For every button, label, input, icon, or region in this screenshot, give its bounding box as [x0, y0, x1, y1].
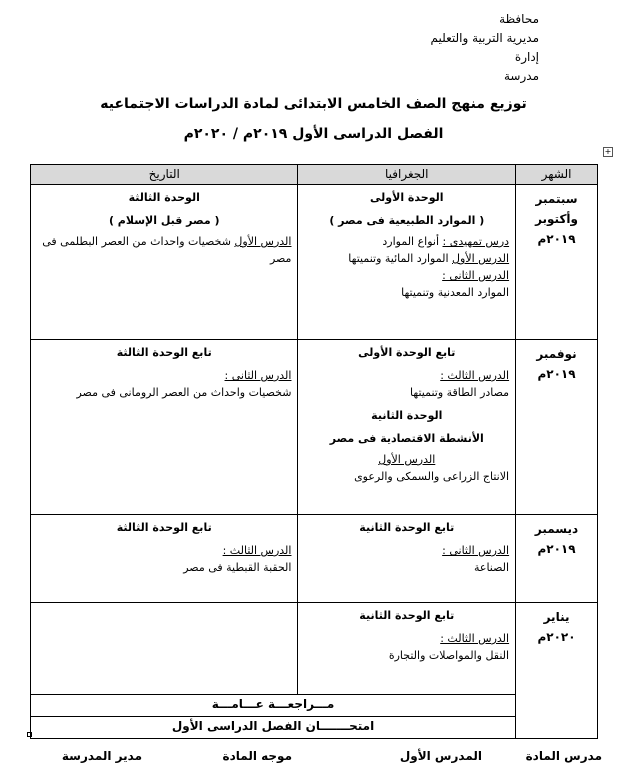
table-row: [31, 185, 598, 340]
document-header: [431, 10, 540, 86]
unit-title: تابع الوحدة الثانية: [359, 521, 455, 534]
history-cell: [31, 515, 298, 603]
administration-label: إدارة: [514, 50, 539, 64]
table-move-handle-icon[interactable]: +: [604, 147, 612, 156]
lesson-text: الحقبة القبطية فى مصر: [183, 561, 292, 574]
lesson-label: الدرس الأول: [452, 252, 510, 265]
month-name: وأكتوبر: [535, 212, 579, 226]
table-resize-handle[interactable]: [27, 732, 32, 737]
lesson-text: شخصيات واحداث من العصر الرومانى فى مصر: [76, 386, 292, 399]
governorate-label: محافظة: [499, 12, 539, 26]
lesson-label: الدرس الثانى :: [442, 269, 510, 282]
lesson-text: الصناعة: [473, 561, 510, 574]
general-review: مـــراجعـــة عـــامـــة: [31, 695, 516, 717]
month-cell: [516, 515, 598, 603]
month-year: ٢٠١٩م: [537, 367, 576, 381]
unit-title: تابع الوحدة الثالثة: [116, 521, 212, 534]
lesson-label: الدرس الثالث :: [440, 632, 510, 645]
month-name: سبتمبر: [535, 192, 578, 206]
unit-title: الوحدة الثانية: [371, 409, 443, 422]
table-header-row: [31, 165, 598, 185]
directorate-label: مديرية التربية والتعليم: [430, 31, 539, 45]
lesson-text: مصادر الطاقة وتنميتها: [410, 386, 510, 399]
exam-row: [31, 717, 598, 739]
document-title: توزيع منهج الصف الخامس الابتدائى لمادة الدراسات الاجتماعيه: [100, 96, 527, 112]
unit-subtitle: ( مصر قبل الإسلام ): [108, 214, 220, 227]
lesson-text: شخصيات واحداث من العصر البطلمى فى مصر: [42, 235, 292, 265]
month-name: ديسمبر: [534, 522, 579, 536]
unit-title: تابع الوحدة الثانية: [359, 609, 455, 622]
header-history: التاريخ: [31, 165, 298, 185]
geography-cell: [298, 603, 516, 695]
term-exam: امتحـــــــان الفصل الدراسى الأول: [31, 717, 516, 739]
history-cell: [31, 185, 298, 340]
signature-senior-teacher: المدرس الأول: [399, 749, 482, 763]
unit-title: الوحدة الأولى: [370, 191, 444, 204]
unit-subtitle: ( الموارد الطبيعية فى مصر ): [329, 214, 485, 227]
table-row: [31, 515, 598, 603]
month-cell: [516, 340, 598, 515]
document-subtitle: الفصل الدراسى الأول ٢٠١٩م / ٢٠٢٠م: [183, 126, 444, 142]
signature-principal: مدير المدرسة: [61, 749, 142, 763]
history-cell: [31, 340, 298, 515]
lesson-label: الدرس الأول: [378, 453, 436, 466]
unit-title: تابع الوحدة الأولى: [358, 346, 456, 359]
lesson-text: الانتاج الزراعى والسمكى والرعوى: [354, 470, 510, 483]
geography-cell: [298, 515, 516, 603]
header-geography: الجغرافيا: [298, 165, 516, 185]
month-name: نوفمبر: [536, 347, 577, 361]
lesson-label: الدرس الثالث :: [440, 369, 510, 382]
header-month: الشهر: [516, 165, 598, 185]
curriculum-table: [30, 164, 598, 739]
table-row: [31, 603, 598, 695]
lesson-label: الدرس الأول: [234, 235, 292, 248]
signature-subject-supervisor: موجه المادة: [222, 749, 292, 763]
unit-subtitle: الأنشطة الاقتصادية فى مصر: [329, 432, 484, 445]
table-row: [31, 340, 598, 515]
lesson-label: درس تمهيدى :: [442, 235, 510, 248]
geography-cell: [298, 185, 516, 340]
month-year: ٢٠٢٠م: [537, 630, 576, 644]
month-year: ٢٠١٩م: [537, 232, 576, 246]
school-label: مدرسة: [503, 69, 539, 83]
lesson-label: الدرس الثانى :: [224, 369, 292, 382]
month-cell: [516, 185, 598, 340]
unit-title: الوحدة الثالثة: [128, 191, 200, 204]
month-year: ٢٠١٩م: [537, 542, 576, 556]
month-name: يناير: [543, 610, 570, 624]
lesson-text: الموارد المائية وتنميتها: [348, 252, 449, 265]
lesson-text: أنواع الموارد: [382, 235, 440, 248]
lesson-label: الدرس الثالث :: [222, 544, 292, 557]
lesson-text: النقل والمواصلات والتجارة: [388, 649, 510, 662]
lesson-text: الموارد المعدنية وتنميتها: [401, 286, 510, 299]
history-cell-empty: [31, 603, 298, 695]
geography-cell: [298, 340, 516, 515]
month-cell: [516, 603, 598, 739]
unit-title: تابع الوحدة الثالثة: [116, 346, 212, 359]
review-row: [31, 695, 598, 717]
signature-subject-teacher: مدرس المادة: [525, 749, 602, 763]
lesson-label: الدرس الثانى :: [442, 544, 510, 557]
